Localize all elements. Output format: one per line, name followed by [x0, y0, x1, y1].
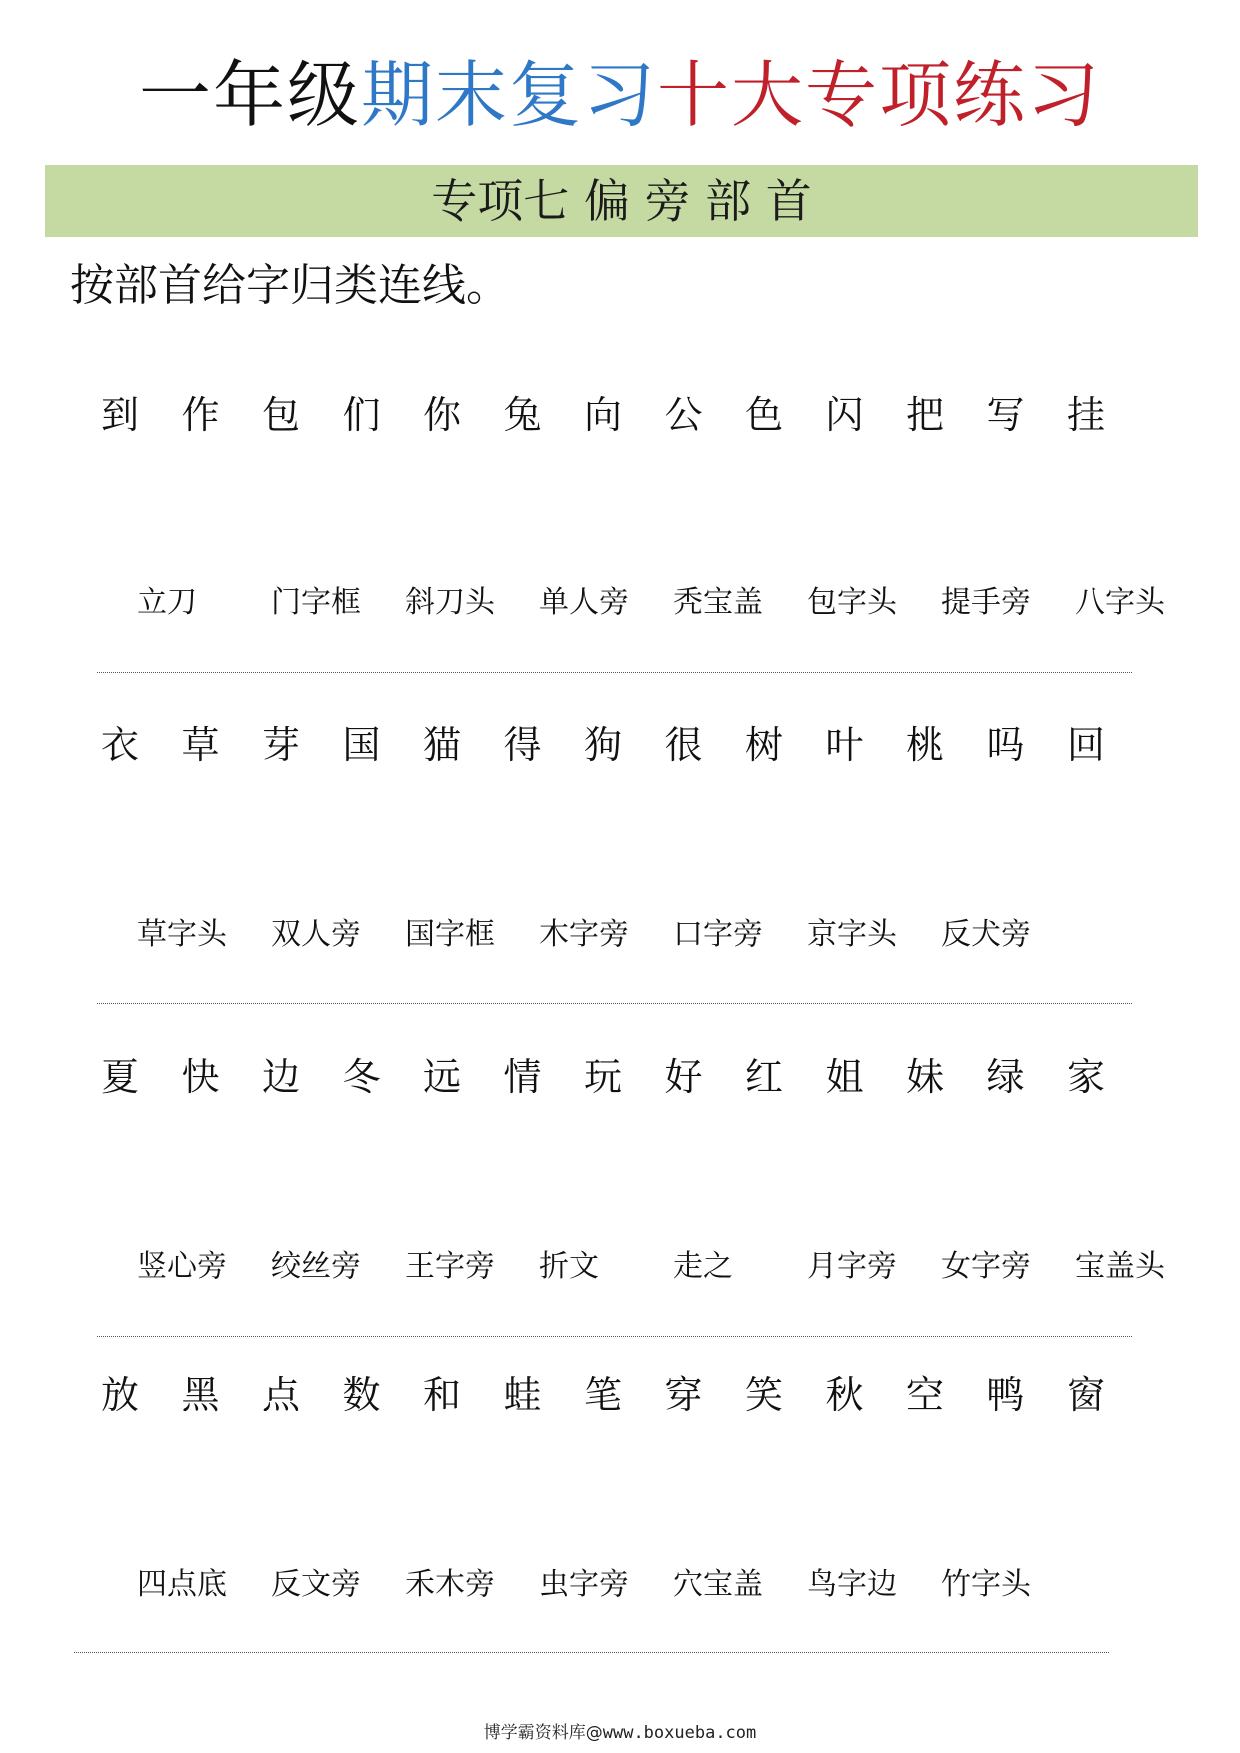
- character-item[interactable]: 草: [181, 723, 220, 767]
- instruction-text: 按部首给字归类连线。: [70, 260, 510, 311]
- character-item[interactable]: 穿: [664, 1373, 703, 1417]
- character-item[interactable]: 狗: [583, 723, 622, 767]
- radical-item[interactable]: 鸟字边: [807, 1567, 897, 1602]
- radical-row: [0, 1242, 1240, 1302]
- character-item[interactable]: 和: [422, 1373, 461, 1417]
- character-item[interactable]: 家: [1066, 1055, 1105, 1099]
- character-item[interactable]: 闪: [825, 393, 864, 437]
- character-item[interactable]: 向: [583, 393, 622, 437]
- section-title: 专项七 偏 旁 部 首: [431, 174, 812, 228]
- character-item[interactable]: 冬: [342, 1055, 381, 1099]
- page-title: [0, 52, 1240, 138]
- character-item[interactable]: 姐: [825, 1055, 864, 1099]
- character-item[interactable]: 笔: [583, 1373, 622, 1417]
- dotted-divider: [97, 1336, 1132, 1337]
- radical-item[interactable]: 虫字旁: [539, 1567, 629, 1602]
- character-row: [0, 1047, 1240, 1107]
- radical-item[interactable]: 宝盖头: [1075, 1249, 1165, 1284]
- radical-item[interactable]: 月字旁: [807, 1249, 897, 1284]
- radical-item[interactable]: 四点底: [137, 1567, 227, 1602]
- radical-item[interactable]: 双人旁: [271, 917, 361, 952]
- dotted-divider: [74, 1652, 1109, 1653]
- character-item[interactable]: 桃: [905, 723, 944, 767]
- character-item[interactable]: 吗: [986, 723, 1025, 767]
- character-item[interactable]: 们: [342, 393, 381, 437]
- character-item[interactable]: 绿: [986, 1055, 1025, 1099]
- radical-item[interactable]: 单人旁: [539, 585, 629, 620]
- character-item[interactable]: 蛙: [503, 1373, 542, 1417]
- radical-item[interactable]: 包字头: [807, 585, 897, 620]
- character-item[interactable]: 夏: [100, 1055, 139, 1099]
- section-banner: [45, 165, 1198, 237]
- title-part-review: 期末复习: [360, 53, 657, 137]
- character-item[interactable]: 公: [664, 393, 703, 437]
- character-item[interactable]: 色: [744, 393, 783, 437]
- radical-item[interactable]: 秃宝盖: [673, 585, 763, 620]
- radical-row: [0, 910, 1240, 970]
- title-part-practice: 十大专项练习: [657, 53, 1102, 137]
- character-item[interactable]: 很: [664, 723, 703, 767]
- radical-item[interactable]: 走之: [673, 1249, 733, 1284]
- character-item[interactable]: 包: [261, 393, 300, 437]
- radical-item[interactable]: 竖心旁: [137, 1249, 227, 1284]
- character-item[interactable]: 好: [664, 1055, 703, 1099]
- character-item[interactable]: 秋: [825, 1373, 864, 1417]
- character-item[interactable]: 情: [503, 1055, 542, 1099]
- character-item[interactable]: 黑: [181, 1373, 220, 1417]
- character-item[interactable]: 回: [1066, 723, 1105, 767]
- character-row: [0, 715, 1240, 775]
- character-item[interactable]: 写: [986, 393, 1025, 437]
- character-item[interactable]: 快: [181, 1055, 220, 1099]
- radical-item[interactable]: 女字旁: [941, 1249, 1031, 1284]
- character-item[interactable]: 得: [503, 723, 542, 767]
- radical-row: [0, 578, 1240, 638]
- footer-site-url: www.boxueba.com: [602, 1723, 757, 1743]
- radical-item[interactable]: 竹字头: [941, 1567, 1031, 1602]
- character-item[interactable]: 挂: [1066, 393, 1105, 437]
- radical-item[interactable]: 反文旁: [271, 1567, 361, 1602]
- radical-item[interactable]: 木字旁: [539, 917, 629, 952]
- character-item[interactable]: 笑: [744, 1373, 783, 1417]
- radical-item[interactable]: 反犬旁: [941, 917, 1031, 952]
- character-item[interactable]: 衣: [100, 723, 139, 767]
- character-item[interactable]: 国: [342, 723, 381, 767]
- character-item[interactable]: 放: [100, 1373, 139, 1417]
- radical-row: [0, 1560, 1240, 1620]
- character-item[interactable]: 兔: [503, 393, 542, 437]
- radical-item[interactable]: 立刀: [137, 585, 197, 620]
- radical-item[interactable]: 折文: [539, 1249, 599, 1284]
- character-item[interactable]: 点: [261, 1373, 300, 1417]
- radical-item[interactable]: 斜刀头: [405, 585, 495, 620]
- character-item[interactable]: 红: [744, 1055, 783, 1099]
- footer: [0, 1718, 1240, 1743]
- character-item[interactable]: 芽: [261, 723, 300, 767]
- radical-item[interactable]: 国字框: [405, 917, 495, 952]
- radical-item[interactable]: 八字头: [1075, 585, 1165, 620]
- character-row: [0, 1365, 1240, 1425]
- footer-site-name: 博学霸资料库@: [483, 1723, 603, 1743]
- character-item[interactable]: 数: [342, 1373, 381, 1417]
- character-row: [0, 385, 1240, 445]
- character-item[interactable]: 你: [422, 393, 461, 437]
- character-item[interactable]: 把: [905, 393, 944, 437]
- dotted-divider: [97, 1003, 1132, 1004]
- character-item[interactable]: 边: [261, 1055, 300, 1099]
- radical-item[interactable]: 绞丝旁: [271, 1249, 361, 1284]
- character-item[interactable]: 作: [181, 393, 220, 437]
- character-item[interactable]: 远: [422, 1055, 461, 1099]
- character-item[interactable]: 叶: [825, 723, 864, 767]
- radical-item[interactable]: 门字框: [271, 585, 361, 620]
- character-item[interactable]: 树: [744, 723, 783, 767]
- character-item[interactable]: 鸭: [986, 1373, 1025, 1417]
- radical-item[interactable]: 禾木旁: [405, 1567, 495, 1602]
- character-item[interactable]: 妹: [905, 1055, 944, 1099]
- title-part-grade: 一年级: [138, 53, 361, 137]
- character-item[interactable]: 玩: [583, 1055, 622, 1099]
- radical-item[interactable]: 草字头: [137, 917, 227, 952]
- radical-item[interactable]: 提手旁: [941, 585, 1031, 620]
- radical-item[interactable]: 京字头: [807, 917, 897, 952]
- radical-item[interactable]: 口字旁: [673, 917, 763, 952]
- character-item[interactable]: 窗: [1066, 1373, 1105, 1417]
- radical-item[interactable]: 王字旁: [405, 1249, 495, 1284]
- dotted-divider: [97, 672, 1132, 673]
- character-item[interactable]: 空: [905, 1373, 944, 1417]
- character-item[interactable]: 到: [100, 393, 139, 437]
- radical-item[interactable]: 穴宝盖: [673, 1567, 763, 1602]
- character-item[interactable]: 猫: [422, 723, 461, 767]
